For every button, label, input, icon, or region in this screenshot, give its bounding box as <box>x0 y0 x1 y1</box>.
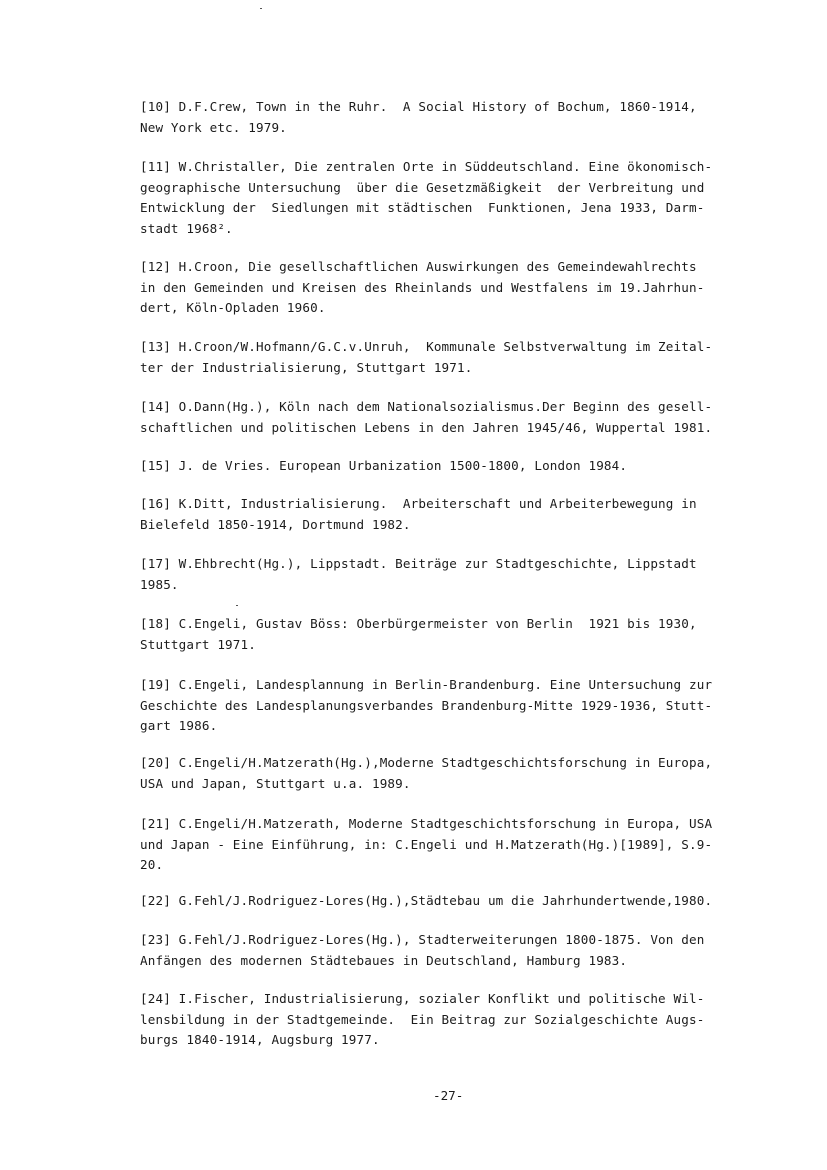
reference-line: [23] G.Fehl/J.Rodriguez-Lores(Hg.), Stadterweiterungen 1800-1875. Von den <box>140 932 705 947</box>
reference-item <box>140 157 740 239</box>
reference-line: ter der Industrialisierung, Stuttgart 1971. <box>140 359 473 375</box>
reference-line: burgs 1840-1914, Augsburg 1977. <box>140 1032 380 1047</box>
reference-line: [16] K.Ditt, Industrialisierung. Arbeiterschaft und Arbeiterbewegung in <box>140 496 697 511</box>
reference-line: Geschichte des Landesplanungsverbandes Brandenburg-Mitte 1929-1936, Stutt- <box>140 697 713 713</box>
reference-line: [21] C.Engeli/H.Matzerath, Moderne Stadtgeschichtsforschung in Europa, USA <box>140 816 713 831</box>
reference-line: [13] H.Croon/W.Hofmann/G.C.v.Unruh, Kommunale Selbstverwaltung im Zeital- <box>140 339 713 354</box>
reference-line: und Japan - Eine Einführung, in: C.Engeli und H.Matzerath(Hg.)[1989], S.9- <box>140 836 713 852</box>
reference-line: USA und Japan, Stuttgart u.a. 1989. <box>140 775 411 791</box>
reference-item <box>140 989 740 1051</box>
reference-line: 1985. <box>140 576 179 592</box>
reference-line: stadt 1968². <box>140 220 233 236</box>
reference-line: [24] I.Fischer, Industrialisierung, sozialer Konflikt und politische Wil- <box>140 991 705 1006</box>
page-number: -27- <box>433 1088 464 1103</box>
reference-line: lensbildung in der Stadtgemeinde. Ein Beitrag zur Sozialgeschichte Augs- <box>140 1011 705 1027</box>
reference-item <box>140 97 740 138</box>
reference-line: Bielefeld 1850-1914, Dortmund 1982. <box>140 516 411 532</box>
reference-line: [19] C.Engeli, Landesplannung in Berlin-Brandenburg. Eine Untersuchung zur <box>140 677 713 692</box>
reference-line: Entwicklung der Siedlungen mit städtischen Funktionen, Jena 1933, Darm- <box>140 200 705 215</box>
reference-item <box>140 614 740 655</box>
reference-line: schaftlichen und politischen Lebens in den Jahren 1945/46, Wuppertal 1981. <box>140 419 713 435</box>
reference-line: Anfängen des modernen Städtebaues in Deutschland, Hamburg 1983. <box>140 952 628 968</box>
reference-line: [18] C.Engeli, Gustav Böss: Oberbürgermeister von Berlin 1921 bis 1930, <box>140 616 697 631</box>
reference-item <box>140 930 740 971</box>
reference-line: [12] H.Croon, Die gesellschaftlichen Auswirkungen des Gemeindewahlrechts <box>140 259 697 274</box>
reference-item <box>140 891 740 912</box>
reference-line: [17] W.Ehbrecht(Hg.), Lippstadt. Beiträge zur Stadtgeschichte, Lippstadt <box>140 556 697 571</box>
reference-line: [22] G.Fehl/J.Rodriguez-Lores(Hg.),Städtebau um die Jahrhundertwende,1980. <box>140 893 713 908</box>
reference-line: dert, Köln-Opladen 1960. <box>140 300 326 315</box>
reference-line: Stuttgart 1971. <box>140 636 256 652</box>
reference-line: 20. <box>140 857 164 872</box>
reference-line: geographische Untersuchung über die Gesetzmäßigkeit der Verbreitung und <box>140 179 705 195</box>
reference-line: [10] D.F.Crew, Town in the Ruhr. A Social History of Bochum, 1860-1914, <box>140 99 697 114</box>
reference-line: [11] W.Christaller, Die zentralen Orte in Süddeutschland. Eine ökonomisch- <box>140 159 713 174</box>
reference-line: in den Gemeinden und Kreisen des Rheinlands und Westfalens im 19.Jahrhun- <box>140 279 705 295</box>
reference-line: [20] C.Engeli/H.Matzerath(Hg.),Moderne Stadtgeschichtsforschung in Europa, <box>140 755 713 770</box>
reference-item <box>140 494 740 535</box>
reference-line: New York etc. 1979. <box>140 119 287 135</box>
reference-item <box>140 257 740 319</box>
reference-item <box>140 814 740 876</box>
reference-line: [14] O.Dann(Hg.), Köln nach dem Nationalsozialismus.Der Beginn des gesell- <box>140 399 713 414</box>
reference-item <box>140 397 740 438</box>
reference-item <box>140 675 740 737</box>
reference-item <box>140 456 740 477</box>
reference-item <box>140 337 740 378</box>
reference-line: gart 1986. <box>140 718 218 733</box>
reference-line: [15] J. de Vries. European Urbanization 1500-1800, London 1984. <box>140 458 628 473</box>
reference-item <box>140 753 740 794</box>
reference-item <box>140 554 740 595</box>
